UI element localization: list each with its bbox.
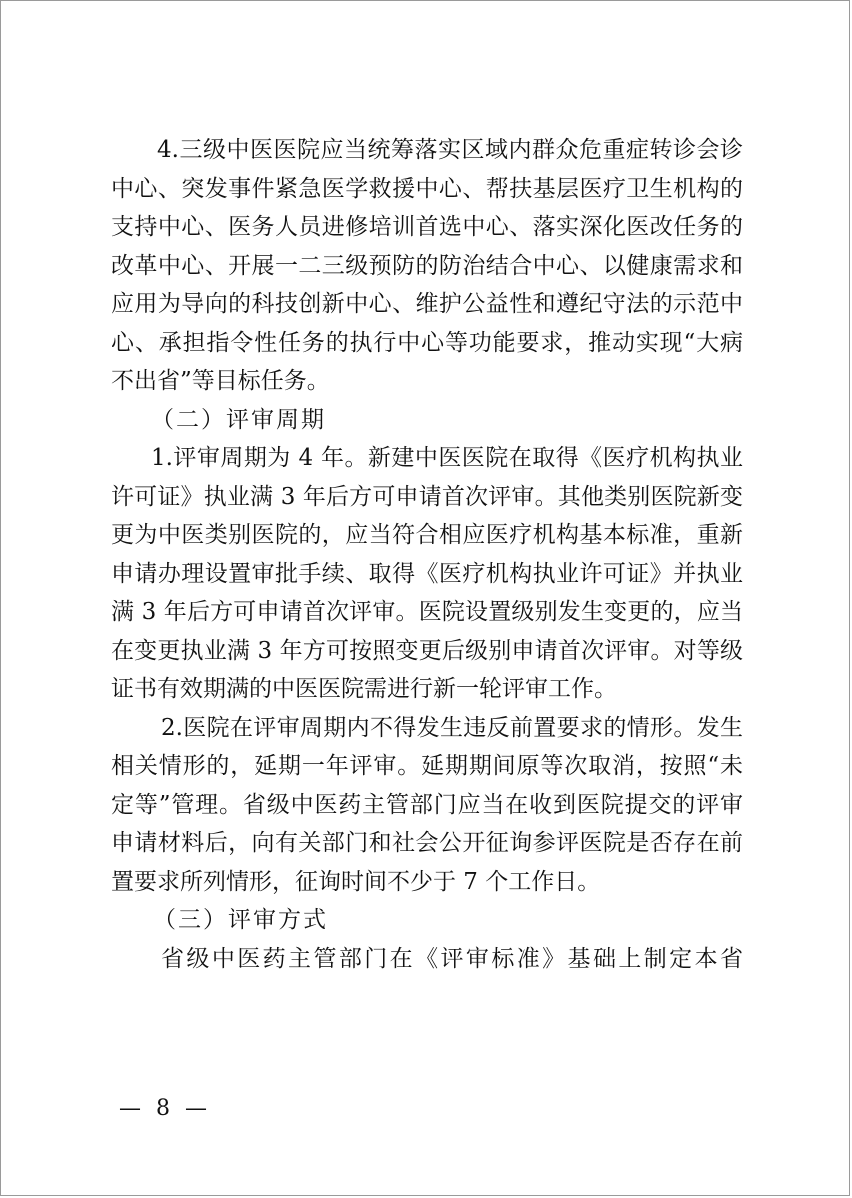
text-line: 支持中心、医务人员进修培训首选中心、落实深化医改任务的: [111, 214, 743, 240]
section-heading: （二）评审周期: [151, 406, 326, 433]
text-line: 置要求所列情形，征询时间不少于 7 个工作日。: [111, 868, 601, 895]
paragraph-2: [111, 439, 743, 709]
text-line: 证书有效期满的中医医院需进行新一轮评审工作。: [111, 676, 617, 702]
text-line: 心、承担指令性任务的执行中心等功能要求，推动实现“大病: [111, 329, 743, 356]
section-heading-review-method: [111, 901, 743, 940]
page-number: — 8 —: [119, 1096, 211, 1121]
paragraph-4: [111, 940, 743, 979]
text-line: 定等”管理。省级中医药主管部门应当在收到医院提交的评审: [111, 791, 743, 818]
document-body: [111, 131, 743, 978]
text-line: 应用为导向的科技创新中心、维护公益性和遵纪守法的示范中: [111, 291, 743, 317]
text-line: 相关情形的，延期一年评审。延期期间原等次取消，按照“未: [111, 753, 743, 779]
text-line: 不出省”等目标任务。: [111, 368, 330, 394]
text-line: 满 3 年后方可申请首次评审。医院设置级别发生变更的，应当: [111, 599, 743, 625]
text-line: 申请办理设置审批手续、取得《医疗机构执业许可证》并执业: [111, 560, 743, 587]
text-line: 4.三级中医医院应当统筹落实区域内群众危重症转诊会诊: [157, 137, 743, 163]
text-line: 改革中心、开展一二三级预防的防治结合中心、以健康需求和: [111, 252, 743, 279]
section-heading: （三）评审方式: [153, 907, 328, 933]
text-line: 中心、突发事件紧急医学救援中心、帮扶基层医疗卫生机构的: [111, 175, 743, 202]
paragraph-3: [111, 709, 743, 902]
text-line: 省级中医药主管部门在《评审标准》基础上制定本省: [161, 945, 743, 972]
text-line: 1.评审周期为 4 年。新建中医医院在取得《医疗机构执业: [151, 445, 743, 471]
text-line: 2.医院在评审周期内不得发生违反前置要求的情形。发生: [161, 714, 743, 741]
text-line: 申请材料后，向有关部门和社会公开征询参评医院是否存在前: [111, 830, 743, 856]
text-line: 更为中医类别医院的，应当符合相应医疗机构基本标准，重新: [111, 522, 743, 548]
text-line: 许可证》执业满 3 年后方可申请首次评审。其他类别医院新变: [111, 483, 743, 510]
paragraph-1: [111, 131, 743, 401]
text-line: 在变更执业满 3 年方可按照变更后级别申请首次评审。对等级: [111, 637, 743, 664]
section-heading-review-cycle: [111, 401, 743, 440]
